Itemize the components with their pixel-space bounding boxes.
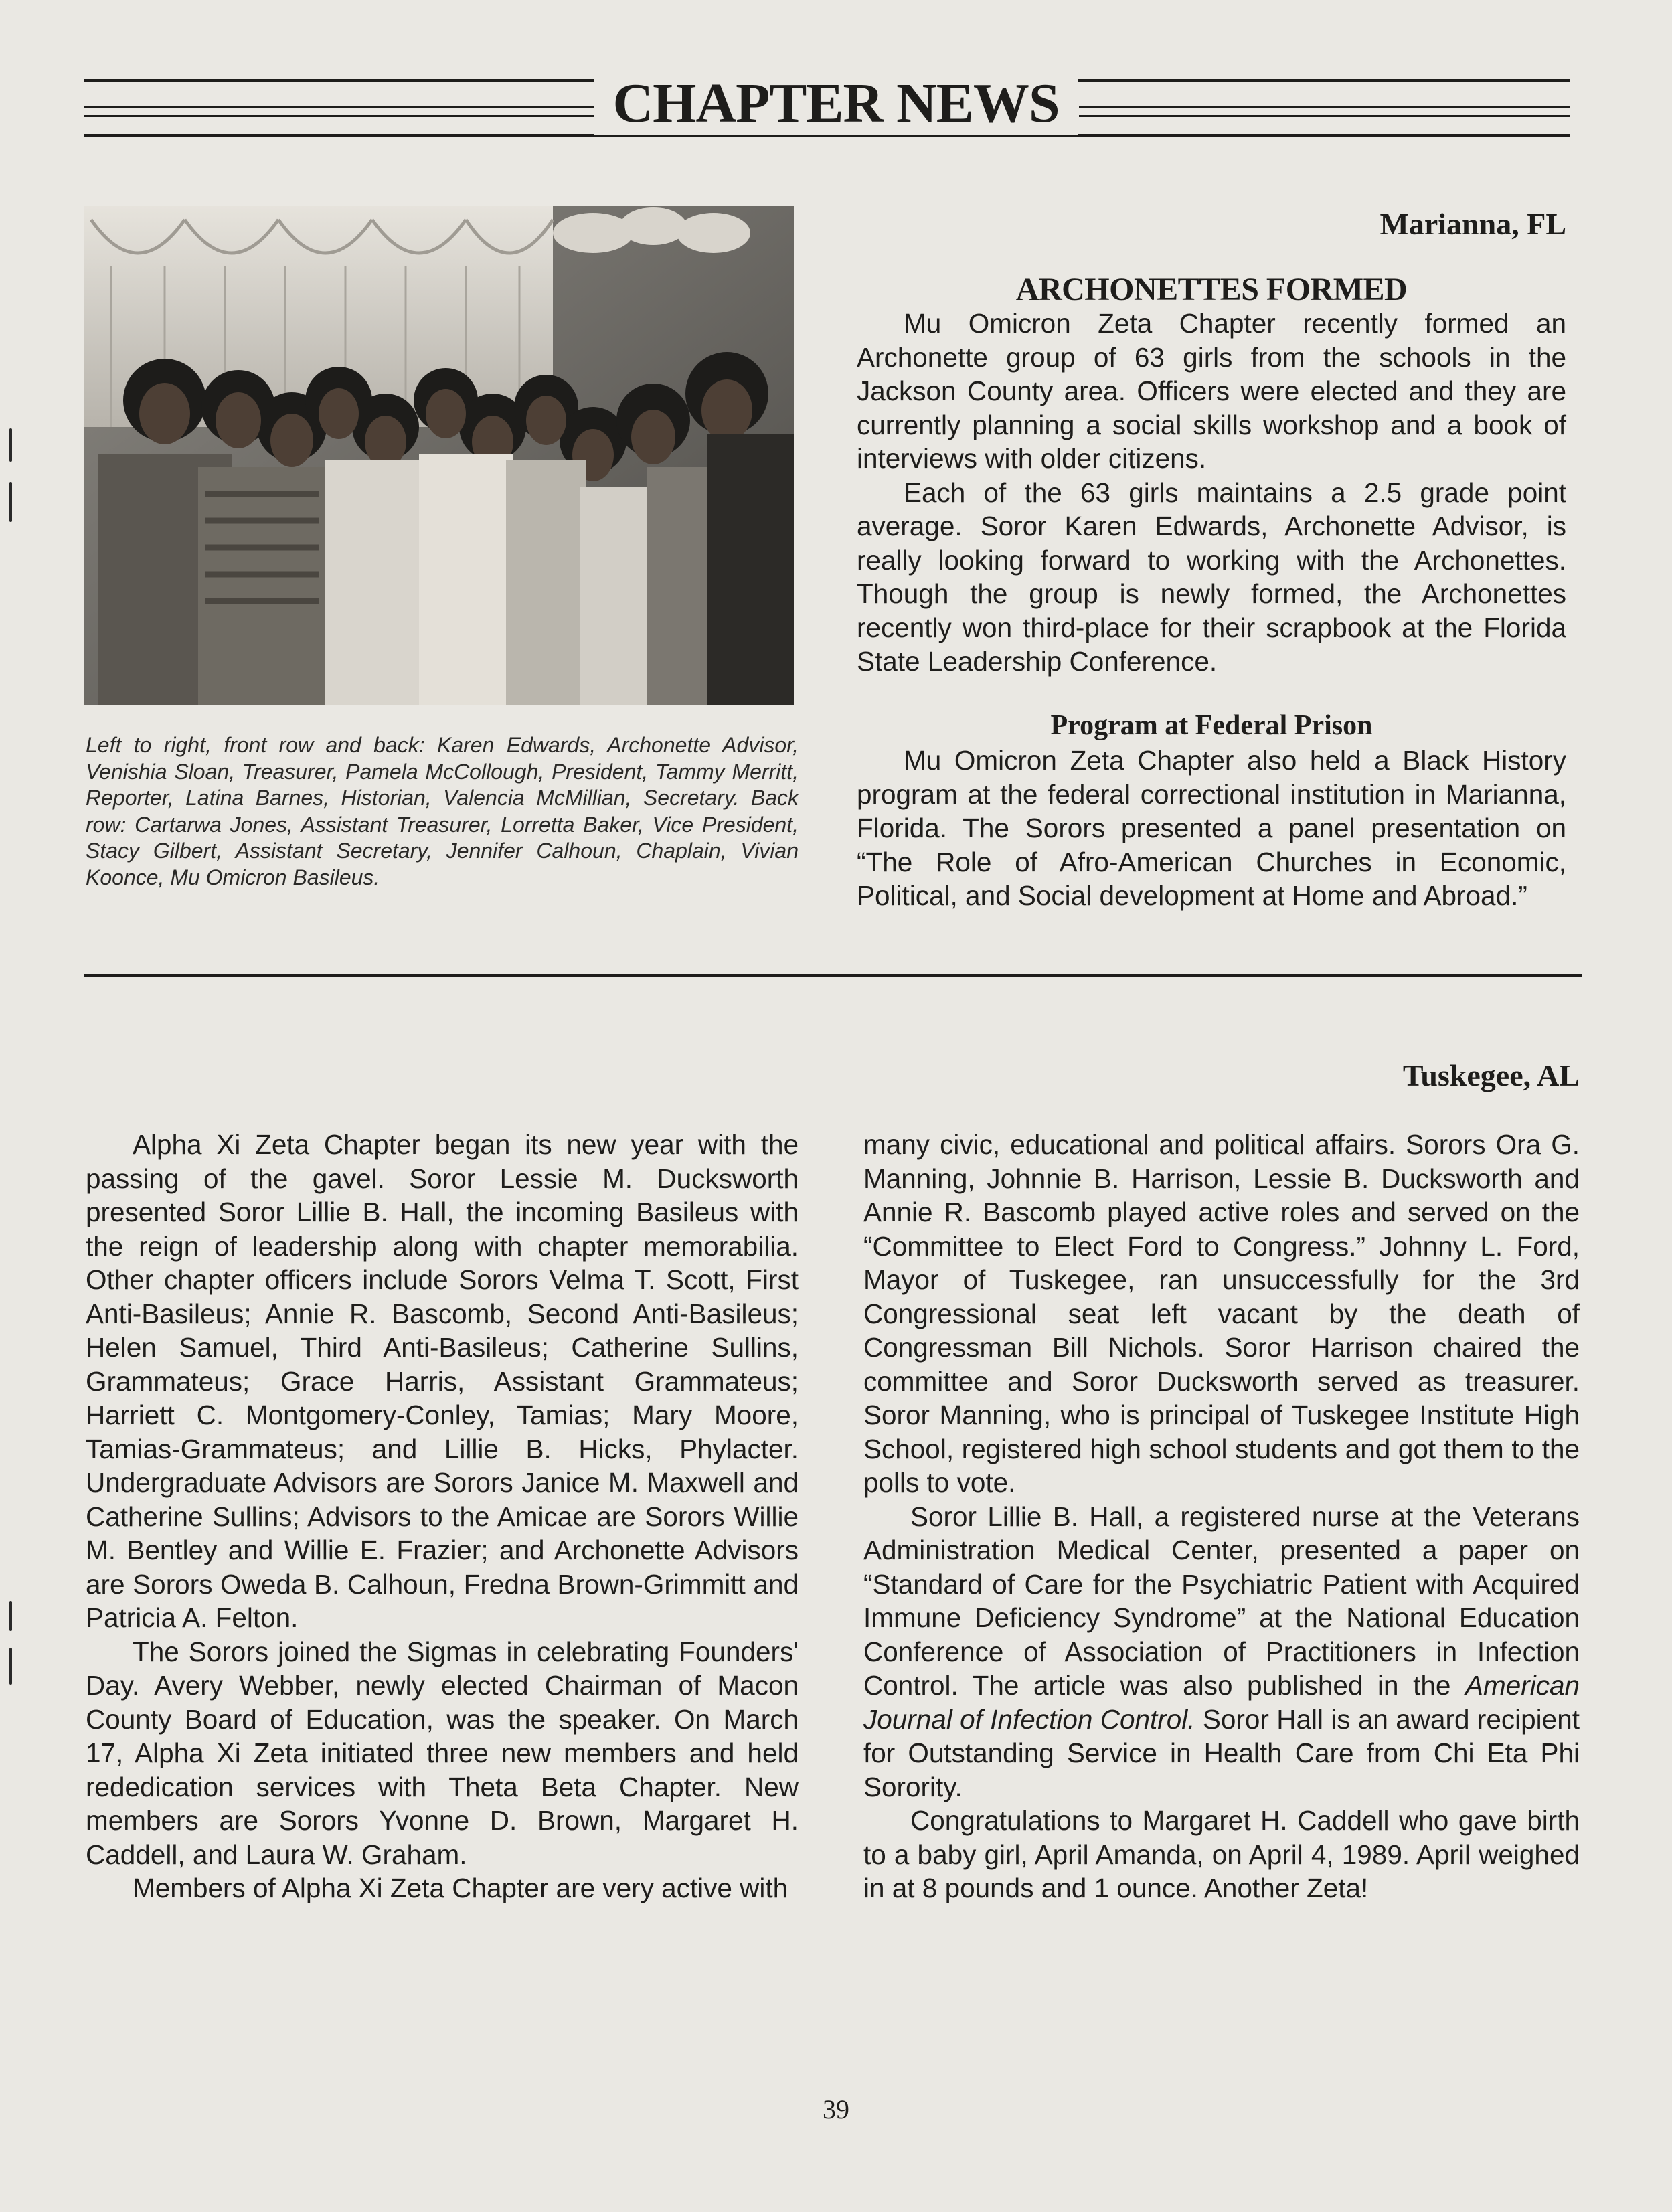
tuskegee-paragraph-4: [863, 1500, 1580, 1804]
binding-mark: [9, 1601, 12, 1631]
page-title-text: CHAPTER NEWS: [594, 72, 1078, 135]
marianna-paragraph-2: Each of the 63 girls maintains a 2.5 grade point average. Soror Karen Edwards, Archonette Advisor, is really looking forward to working with the Archonettes. Though the group is newly formed, the Archonettes recently won third-place for their scrapbook at the Florida State Leadership Conference.: [857, 477, 1566, 677]
tuskegee-paragraph-3: Members of Alpha Xi Zeta Chapter are very active with: [133, 1873, 788, 1903]
paragraph-4-text-a: Soror Lillie B. Hall, a registered nurse at the Veterans Administration Medical Center, presented a paper on “Standard of Care for the Psychiatric Patient with Acquired Immune Deficiency Syndrome” at the National Education Conference of Association of Practitioners in Infection Control. The article was also published in the: [863, 1501, 1580, 1701]
marianna-paragraph-1: Mu Omicron Zeta Chapter recently formed an Archonette group of 63 girls from the schools in the Jackson County area. Officers were elected and they are currently planning a social skills workshop and a book of interviews with older citizens.: [857, 308, 1566, 474]
group-photo-illustration: [84, 206, 794, 705]
paragraph-4-text-b: Soror Hall is an award recipient for Outstanding Service in Health Care from Chi Eta Phi Sorority.: [863, 1703, 1580, 1802]
chapter-group-photo: [84, 206, 794, 705]
photo-caption: Left to right, front row and back: Karen Edwards, Archonette Advisor, Venishia Sloan, Treasurer, Pamela McCollough, President, Tammy Merritt, Reporter, Latina Barnes, Historian, Valencia McMillian, Secretary. Back row: Cartarwa Jones, Assistant Treasurer, Lorretta Baker, Vice President, Stacy Gilbert, Assistant Secretary, Jennifer Calhoun, Chaplain, Vivian Koonce, Mu Omicron Basileus.: [86, 733, 799, 889]
location-marianna: Marianna, FL: [1380, 207, 1566, 241]
journal-title: American Journal of Infection Control.: [863, 1670, 1580, 1735]
prison-paragraph: Mu Omicron Zeta Chapter also held a Black History program at the federal correctional institution in Marianna, Florida. The Sorors presented a panel presentation on “The Role of Afro-American Churches in Economic, Political, and Social development at Home and Abroad.”: [857, 745, 1566, 911]
binding-mark: [9, 428, 12, 462]
tuskegee-right-column: [863, 1128, 1580, 1905]
binding-mark: [9, 1648, 12, 1685]
tuskegee-left-column: [86, 1128, 799, 1905]
tuskegee-paragraph-1: Alpha Xi Zeta Chapter began its new year with the passing of the gavel. Soror Lessie M. Ducksworth presented Soror Lillie B. Hall, the incoming Basileus with the reign of leadership along with chapter memorabilia. Other chapter officers include Sorors Velma T. Scott, First Anti-Basileus; Annie R. Bascomb, Second Anti-Basileus; Helen Samuel, Third Anti-Basileus; Catherine Sullins, Grammateus; Grace Harris, Assistant Grammateus; Harriett C. Montgomery-Conley, Tamias; Mary Moore, Tamias-Grammateus; and Lillie B. Hicks, Phylacter. Undergraduate Advisors are Sorors Janice M. Maxwell and Catherine Sullins; Advisors to the Amicae are Sorors Willie M. Bentley and Willie E. Frazier; and Archonette Advisors are Sorors Oweda B. Calhoun, Fredna Brown-Grimmitt and Patricia A. Felton.: [86, 1129, 799, 1633]
marianna-article: [857, 307, 1566, 679]
prison-article: [857, 744, 1566, 913]
location-tuskegee: Tuskegee, AL: [1402, 1058, 1580, 1092]
binding-mark: [9, 482, 12, 522]
tuskegee-paragraph-2: The Sorors joined the Sigmas in celebrating Founders' Day. Avery Webber, newly elected Chairman of Macon County Board of Education, was the speaker. On March 17, Alpha Xi Zeta initiated three new members and held rededication services with Theta Beta Chapter. New members are Sorors Yvonne D. Brown, Margaret H. Caddell, and Laura W. Graham.: [86, 1636, 799, 1870]
tuskegee-paragraph-5: Congratulations to Margaret H. Caddell who gave birth to a baby girl, April Amanda, on April 4, 1989. April weighed in at 8 pounds and 1 ounce. Another Zeta!: [863, 1805, 1580, 1903]
section-divider: [84, 974, 1582, 977]
subhead-program-at-federal-prison: Program at Federal Prison: [1050, 710, 1373, 741]
headline-archonettes-formed: ARCHONETTES FORMED: [1015, 272, 1408, 307]
page-title: [0, 67, 1672, 141]
tuskegee-paragraph-3-continued: many civic, educational and political affairs. Sorors Ora G. Manning, Johnnie B. Harrison, Lessie B. Ducksworth and Annie R. Bascomb played active roles and served on the “Committee to Elect Ford to Congress.” Johnny L. Ford, Mayor of Tuskegee, ran unsuccessfully for the 3rd Congressional seat left vacant by the death of Congressman Bill Nichols. Soror Harrison chaired the committee and Soror Ducksworth served as treasurer. Soror Manning, who is principal of Tuskegee Institute High School, registered high school students and got them to the polls to vote.: [863, 1129, 1580, 1498]
page-number: 39: [823, 2094, 849, 2124]
